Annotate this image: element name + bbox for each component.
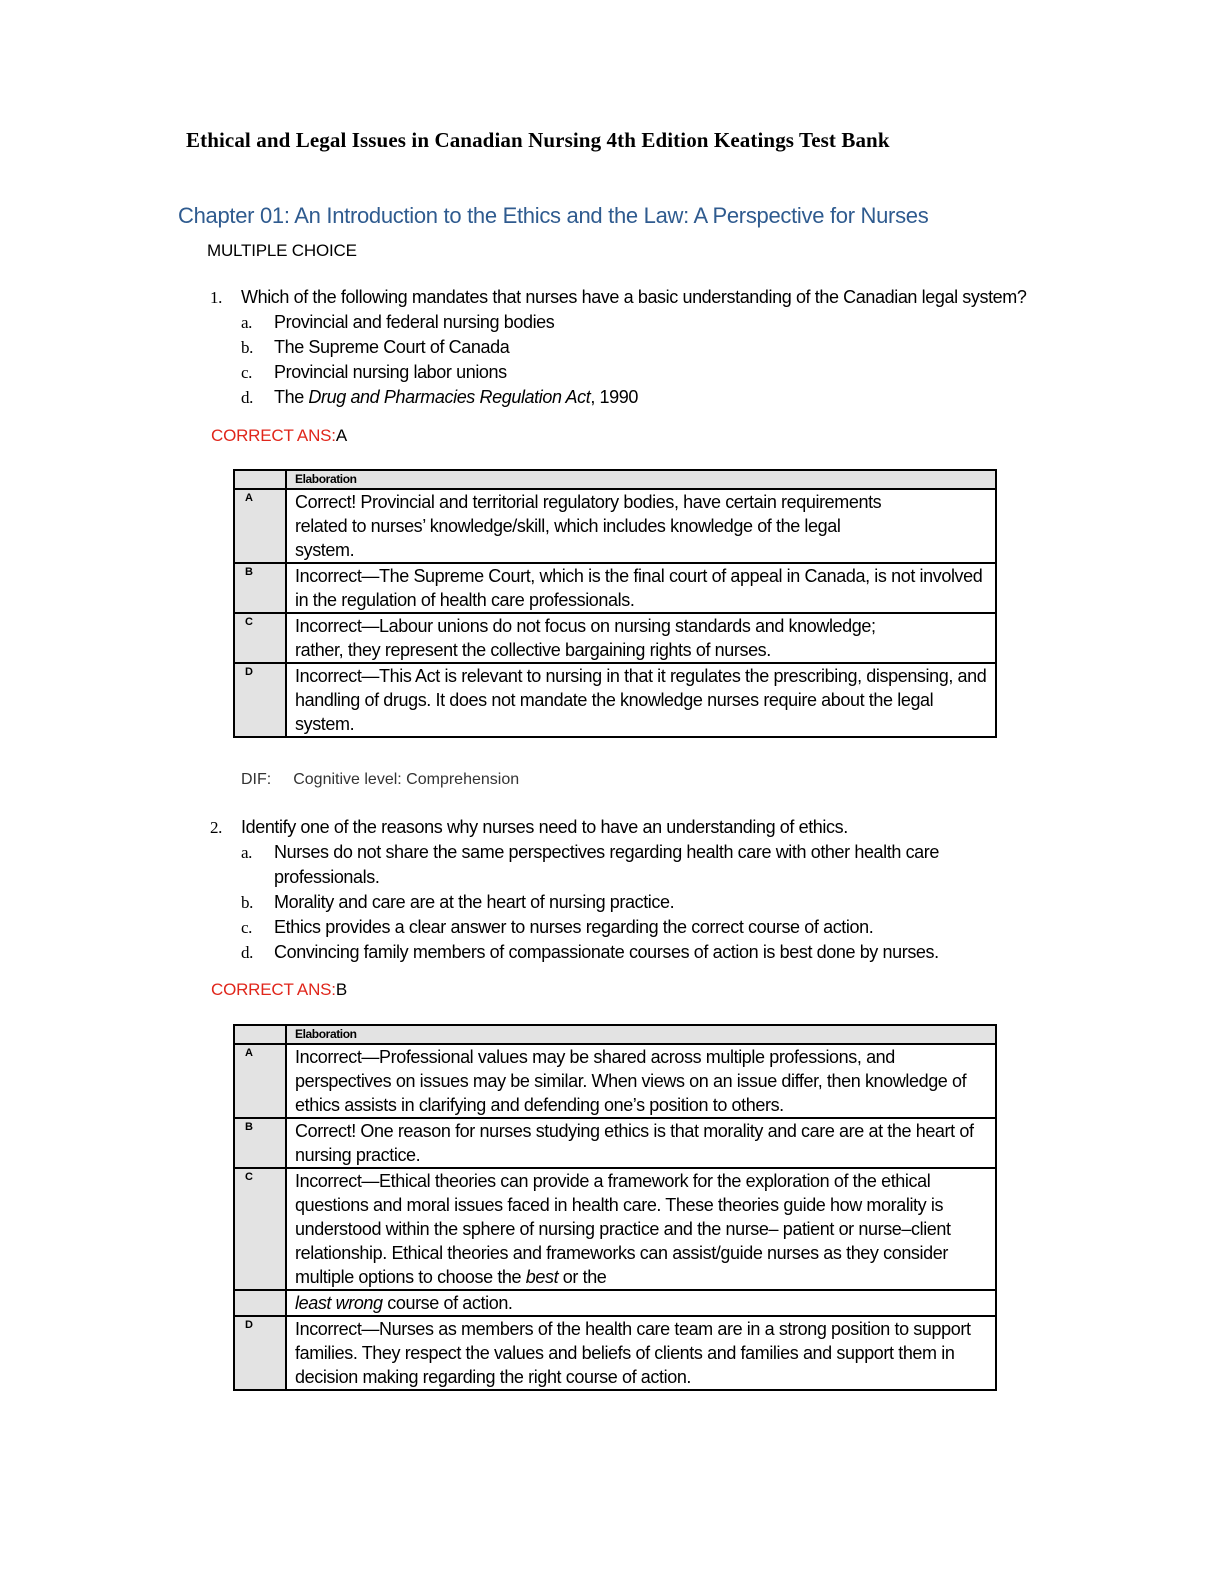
option-d	[241, 940, 990, 965]
correct-answer-value: B	[335, 980, 347, 999]
row-text	[286, 1290, 996, 1316]
option-text-post: , 1990	[590, 387, 638, 407]
option-text: The Supreme Court of Canada	[274, 337, 510, 357]
row-text-italic: least wrong	[295, 1293, 383, 1313]
row-text-post: course of action.	[382, 1293, 513, 1313]
row-text: Correct! One reason for nurses studying ethics is that morality and care are at the heart of nursing practice.	[286, 1118, 996, 1168]
elaboration-table-2	[233, 1024, 997, 1391]
question-text: Which of the following mandates that nurses have a basic understanding of the Canadian legal system?	[241, 287, 1027, 307]
correct-answer-value: A	[335, 426, 347, 445]
table-row	[234, 1316, 996, 1390]
act-title: Drug and Pharmacies Regulation Act	[308, 387, 591, 407]
header-label: Elaboration	[286, 470, 996, 489]
question-2	[210, 815, 990, 965]
dif-value: Cognitive level: Comprehension	[293, 771, 520, 788]
table-row	[234, 1118, 996, 1168]
header-key-cell	[234, 1025, 286, 1044]
question-text: Identify one of the reasons why nurses need to have an understanding of ethics.	[241, 817, 848, 837]
header-key-cell	[234, 470, 286, 489]
option-letter: d.	[241, 388, 253, 407]
section-heading: MULTIPLE CHOICE	[207, 241, 357, 260]
correct-answer-label: CORRECT ANS:	[211, 426, 336, 445]
option-letter: c.	[241, 918, 252, 937]
row-text: Incorrect—Nurses as members of the health care team are in a strong position to support families. They respect the values and beliefs of clients and families and support them in decision making regarding the right course of action.	[286, 1316, 996, 1390]
row-key	[234, 1290, 286, 1316]
row-text: Incorrect—This Act is relevant to nursing in that it regulates the prescribing, dispensing, and handling of drugs. It does not mandate the knowledge nurses require about the legal system.	[286, 663, 996, 737]
correct-answer-label: CORRECT ANS:	[211, 980, 336, 999]
table-row	[234, 563, 996, 613]
correct-answer-2	[211, 980, 347, 1000]
question-number: 2.	[210, 817, 222, 837]
option-letter: c.	[241, 363, 252, 382]
option-text: Provincial nursing labor unions	[274, 362, 507, 382]
row-key: C	[234, 613, 286, 663]
row-key: D	[234, 663, 286, 737]
option-letter: b.	[241, 338, 253, 357]
row-text-main: Incorrect—Ethical theories can provide a framework for the exploration of the ethical questions and moral issues faced in health care. These theories guide how morality is understood within the sphere of nursing practice and the nurse– patient or nurse–client relationship. Ethical theories and frameworks can assist/guide nurses as they consider multiple options to choose the	[295, 1171, 951, 1287]
option-a	[241, 310, 1027, 335]
row-key: B	[234, 1118, 286, 1168]
option-b	[241, 335, 1027, 360]
table-row	[234, 1168, 996, 1290]
row-key: C	[234, 1168, 286, 1290]
option-letter: d.	[241, 943, 253, 962]
option-text: Morality and care are at the heart of nursing practice.	[274, 892, 675, 912]
row-text: Incorrect—The Supreme Court, which is the final court of appeal in Canada, is not involved in the regulation of health care professionals.	[286, 563, 996, 613]
row-key: A	[234, 1044, 286, 1118]
option-letter: b.	[241, 893, 253, 912]
table-row	[234, 663, 996, 737]
difficulty-line	[241, 771, 519, 789]
row-key: A	[234, 489, 286, 563]
option-text-pre: The	[274, 387, 309, 407]
table-row	[234, 613, 996, 663]
elaboration-table-1	[233, 469, 997, 738]
option-letter: a.	[241, 313, 252, 332]
option-b	[241, 890, 990, 915]
row-text-post: or the	[558, 1267, 607, 1287]
question-1	[210, 285, 1027, 410]
option-text: Convincing family members of compassionate courses of action is best done by nurses.	[274, 942, 939, 962]
option-text: Provincial and federal nursing bodies	[274, 312, 555, 332]
option-text: Nurses do not share the same perspectives regarding health care with other health care professionals.	[274, 842, 939, 887]
option-text	[274, 385, 1027, 410]
table-row	[234, 1044, 996, 1118]
row-text-italic: best	[525, 1267, 559, 1287]
row-key: D	[234, 1316, 286, 1390]
table-row	[234, 489, 996, 563]
row-text: Correct! Provincial and territorial regulatory bodies, have certain requirements related to nurses’ knowledge/skill, which includes knowledge of the legal system.	[286, 489, 996, 563]
option-d	[241, 385, 1027, 410]
option-c	[241, 360, 1027, 385]
chapter-heading: Chapter 01: An Introduction to the Ethics and the Law: A Perspective for Nurses	[178, 203, 929, 228]
table-header-row	[234, 470, 996, 489]
document-title: Ethical and Legal Issues in Canadian Nursing 4th Edition Keatings Test Bank	[186, 128, 890, 152]
options-list	[241, 310, 1027, 410]
header-label: Elaboration	[286, 1025, 996, 1044]
option-letter: a.	[241, 843, 252, 862]
row-text: Incorrect—Professional values may be shared across multiple professions, and perspectives on issues may be similar. When views on an issue differ, then knowledge of ethics assists in clarifying and defending one’s position to others.	[286, 1044, 996, 1118]
table-header-row	[234, 1025, 996, 1044]
option-c	[241, 915, 990, 940]
row-key: B	[234, 563, 286, 613]
dif-label: DIF:	[241, 771, 272, 788]
question-number: 1.	[210, 287, 222, 307]
options-list	[241, 840, 990, 965]
row-text	[286, 1168, 996, 1290]
option-text: Ethics provides a clear answer to nurses regarding the correct course of action.	[274, 917, 874, 937]
correct-answer-1	[211, 426, 347, 446]
option-a	[241, 840, 990, 890]
table-row	[234, 1290, 996, 1316]
row-text: Incorrect—Labour unions do not focus on nursing standards and knowledge; rather, they represent the collective bargaining rights of nurses.	[286, 613, 996, 663]
